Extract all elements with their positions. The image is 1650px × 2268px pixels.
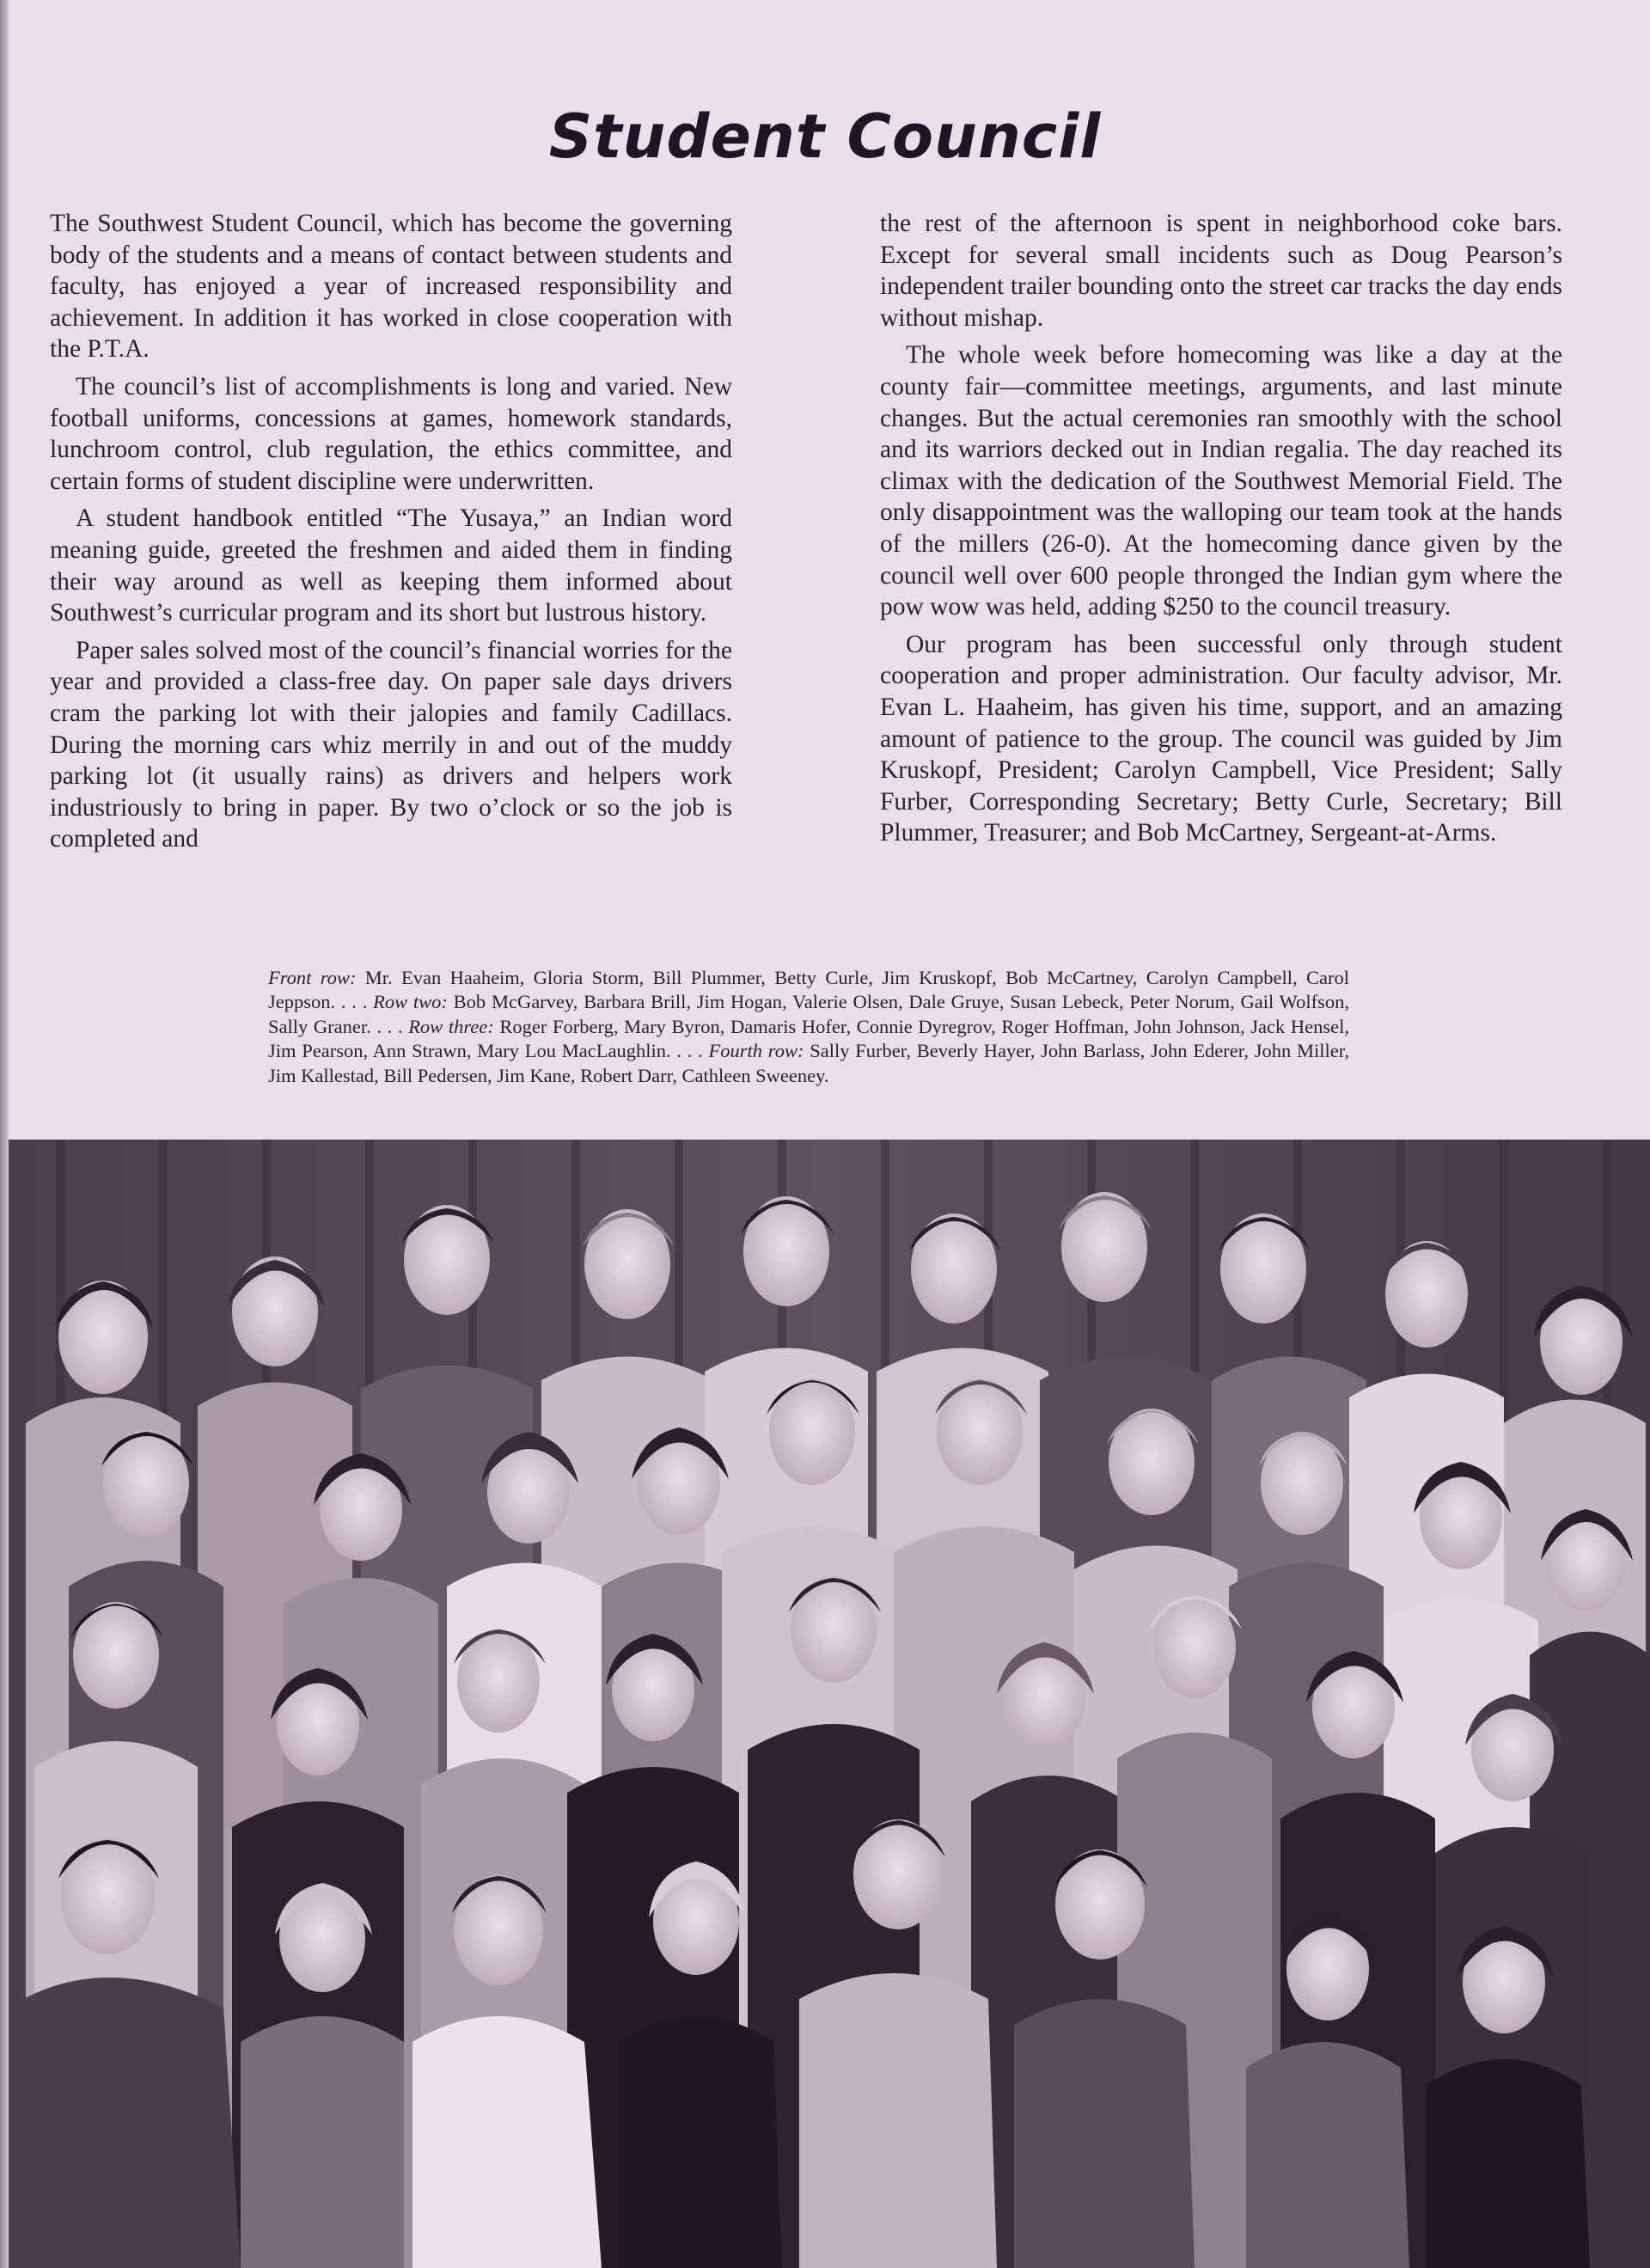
group-photo-icon bbox=[9, 1140, 1650, 2268]
caption-row-names: Bob McGarvey, Barbara Brill, Jim Hogan, Valerie Olsen, Dale Gruye, Susan Lebeck, Peter Norum, Gail Wolfson, Sally Graner. . . . bbox=[268, 991, 1349, 1037]
caption-row-label: Front row: bbox=[268, 967, 357, 988]
paragraph: the rest of the afternoon is spent in neighborhood coke bars. Except for several small incidents such as Doug Pearson’s independent trailer bounding onto the street car tracks the day ends without mishap. bbox=[880, 210, 1562, 332]
caption-row-label: Row two: bbox=[373, 991, 448, 1013]
paragraph: Our program has been successful only through student cooperation and proper administration. Our faculty advisor, Mr. Evan L. Haaheim, has given his time, support, and an amazing amount of patience to the group. The council was guided by Jim Kruskopf, President; Carolyn Campbell, Vice President; Sally Furber, Corresponding Secretary; Betty Curle, Secretary; Bill Plummer, Treasurer; and Bob McCartney, Sergeant-at-Arms. bbox=[880, 630, 1562, 847]
paragraph: A student handbook entitled “The Yusaya,” an Indian word meaning guide, greeted the freshmen and aided them in finding their way around as well as keeping them informed about Southwest’s curricular program and its short but lustrous history. bbox=[50, 504, 732, 627]
page-title: Student Council bbox=[548, 101, 1102, 172]
caption-row-label: Fourth row: bbox=[708, 1040, 804, 1062]
paragraph: The Southwest Student Council, which has become the governing body of the students and a means of contact between students and faculty, has enjoyed a year of increased responsibility and achievement. In addition it has worked in close cooperation with the P.T.A. bbox=[50, 210, 732, 364]
paragraph: The whole week before homecoming was like a day at the county fair—committee meetings, arguments, and last minute changes. But the actual ceremonies ran smoothly with the school and its warriors decked out in Indian regalia. The day reached its climax with the dedication of the Southwest Memorial Field. The only disappointment was the walloping our team took at the hands of the millers (26-0). At the homecoming dance given by the council well over 600 people thronged the Indian gym where the pow wow was held, adding $250 to the council treasury. bbox=[880, 341, 1562, 621]
page-binding-edge bbox=[0, 0, 9, 2268]
paragraph: The council’s list of accomplishments is long and varied. New football uniforms, concessions at games, homework standards, lunchroom control, club regulation, the ethics committee, and certain forms of student discipline were underwritten. bbox=[50, 372, 732, 495]
article-left-column bbox=[50, 208, 732, 861]
caption-row-names: Sally Furber, Beverly Hayer, John Barlass, John Ederer, John Miller, Jim Kallestad, Bill Pedersen, Jim Kane, Robert Darr, Cathleen Sweeney. bbox=[268, 1040, 1349, 1086]
article-right-column bbox=[880, 208, 1562, 855]
photo-caption bbox=[268, 966, 1349, 1088]
caption-row-names: Roger Forberg, Mary Byron, Damaris Hofer, Connie Dyregrov, Roger Hoffman, John Johnson, Jack Hensel, Jim Pearson, Ann Strawn, Mary Lou MacLaughlin. . . . bbox=[268, 1015, 1349, 1062]
paragraph: Paper sales solved most of the council’s financial worries for the year and provided a class-free day. On paper sale days drivers cram the parking lot with their jalopies and family Cadillacs. During the morning cars whiz merrily in and out of the muddy parking lot (it usually rains) as drivers and helpers work industriously to bring in paper. By two o’clock or so the job is completed and bbox=[50, 636, 732, 853]
caption-row-names: Mr. Evan Haaheim, Gloria Storm, Bill Plummer, Betty Curle, Jim Kruskopf, Bob McCartney, Carolyn Campbell, Carol Jeppson. . . . bbox=[268, 967, 1349, 1013]
caption-row-label: Row three: bbox=[408, 1015, 494, 1037]
